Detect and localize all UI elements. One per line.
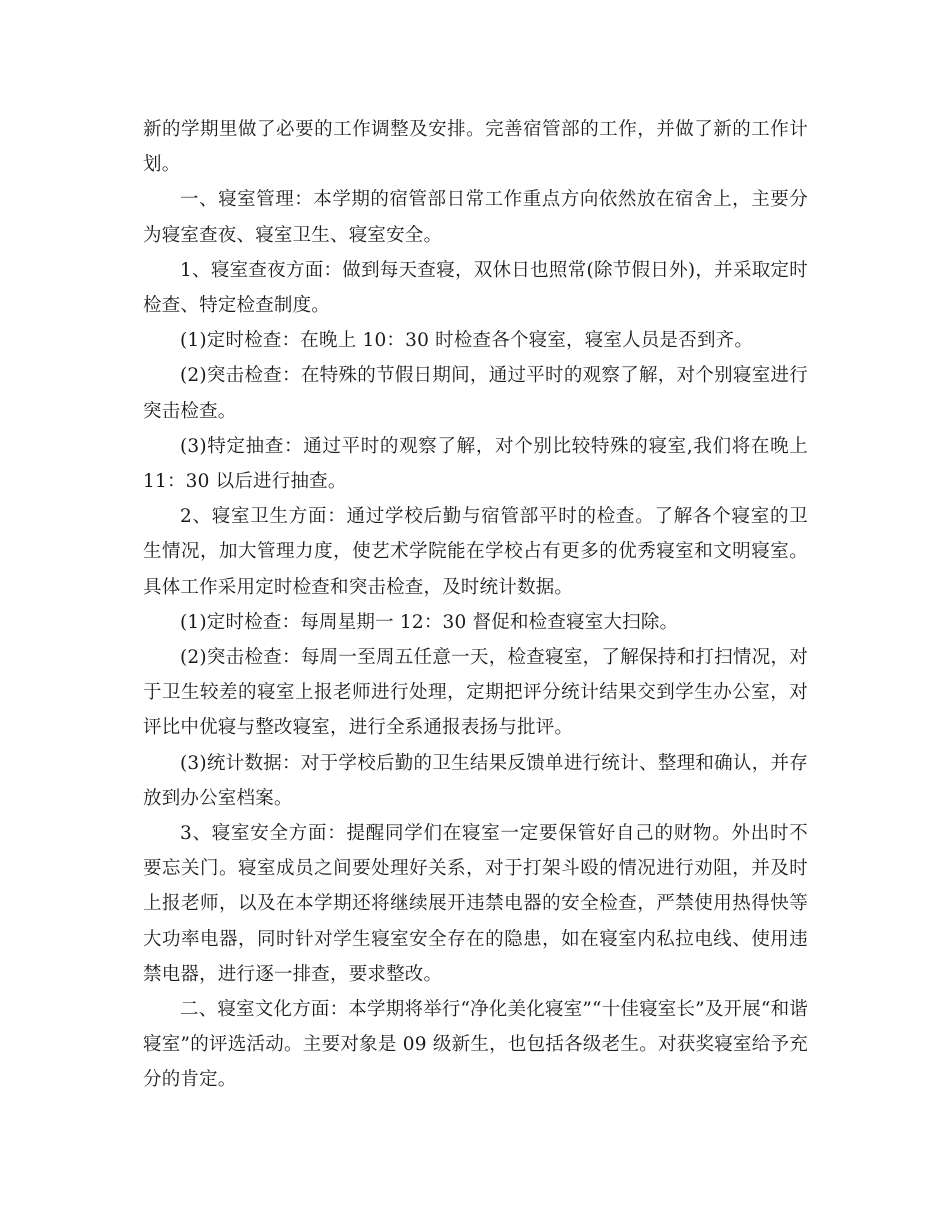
paragraph-safety: 3、寝室安全方面：提醒同学们在寝室一定要保管好自己的财物。外出时不要忘关门。寝室成员之间要处理好关系，对于打架斗殴的情况进行劝阻，并及时上报老师，以及在本学期还将继续展开违禁电器的安全检查，严禁使用热得快等大功率电器，同时针对学生寝室安全存在的隐患，如在寝室内私拉电线、使用违禁电器，进行逐一排查，要求整改。 [143,823,808,985]
paragraph-spot-check: (3)特定抽查：通过平时的观察了解，对个别比较特殊的寝室,我们将在晚上 11：30 以后进行抽查。 [143,435,808,493]
paragraph-continuation: 新的学期里做了必要的工作调整及安排。完善宿管部的工作，并做了新的工作计划。 [143,119,808,176]
paragraph-surprise-check: (2)突击检查：在特殊的节假日期间，通过平时的观察了解，对个别寝室进行突击检查。 [143,365,808,422]
paragraph-hygiene-scheduled: (1)定时检查：每周星期一 12：30 督促和检查寝室大扫除。 [180,611,679,633]
paragraph-hygiene-surprise: (2)突击检查：每周一至周五任意一天，检查寝室，了解保持和打扫情况，对于卫生较差的寝室上报老师进行处理，定期把评分统计结果交到学生办公室，对评比中优寝与整改寝室，进行全系通报表扬与批评。 [143,647,808,739]
paragraph-culture: 二、寝室文化方面：本学期将举行“净化美化寝室”“十佳寝室长”及开展“和谐寝室”的评选活动。主要对象是 09 级新生，也包括各级老生。对获奖寝室给予充分的肯定。 [143,999,808,1091]
paragraph-dormitory-management: 一、寝室管理：本学期的宿管部日常工作重点方向依然放在宿舍上，主要分为寝室查夜、寝室卫生、寝室安全。 [143,189,808,246]
paragraph-scheduled-check: (1)定时检查：在晚上 10：30 时检查各个寝室，寝室人员是否到齐。 [180,330,754,352]
paragraph-statistics: (3)统计数据：对于学校后勤的卫生结果反馈单进行统计、整理和确认，并存放到办公室档案。 [143,752,808,809]
paragraph-hygiene: 2、寝室卫生方面：通过学校后勤与宿管部平时的检查。了解各个寝室的卫生情况，加大管理力度，使艺术学院能在学校占有更多的优秀寝室和文明寝室。具体工作采用定时检查和突击检查，及时统计数据。 [143,506,808,598]
document-body [143,112,808,1098]
paragraph-night-check: 1、寝室查夜方面：做到每天查寝，双休日也照常(除节假日外)，并采取定时检查、特定检查制度。 [143,259,808,317]
